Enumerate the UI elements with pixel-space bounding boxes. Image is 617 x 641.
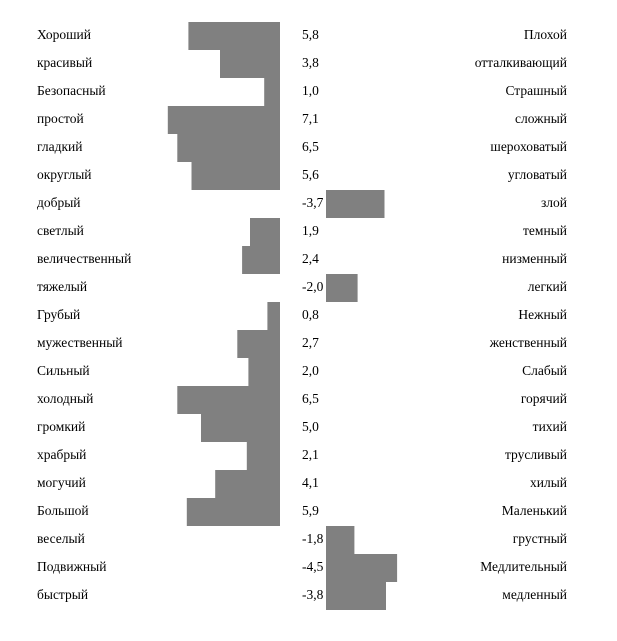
opposite-label-7: темный [523,223,567,239]
category-label-20: быстрый [37,587,89,603]
category-label-14: громкий [37,419,86,435]
category-label-19: Подвижный [37,559,107,575]
category-label-4: гладкий [37,139,83,155]
value-label-10: 0,8 [302,307,319,323]
opposite-label-3: сложный [515,111,567,127]
opposite-label-11: женственный [489,335,567,351]
category-label-2: Безопасный [37,83,106,99]
opposite-label-13: горячий [520,391,567,407]
value-label-4: 6,5 [302,139,319,155]
opposite-label-1: отталкивающий [474,55,567,71]
bar-5 [192,162,281,190]
opposite-label-18: грустный [512,531,567,547]
bar-7 [250,218,280,246]
value-label-8: 2,4 [302,251,319,267]
opposite-label-17: Маленький [501,503,567,519]
category-label-11: мужественный [37,335,123,351]
value-label-20: -3,8 [302,587,324,603]
opposite-label-4: шероховатый [490,139,567,155]
value-label-6: -3,7 [302,195,324,211]
category-label-13: холодный [37,391,94,407]
bar-2 [264,78,280,106]
category-label-5: округлый [37,167,92,183]
opposite-label-12: Слабый [522,363,567,379]
bar-13 [177,386,280,414]
opposite-label-15: трусливый [504,447,567,463]
bar-6 [326,190,385,218]
opposite-label-5: угловатый [507,167,567,183]
opposite-label-16: хилый [529,475,567,491]
value-label-17: 5,9 [302,503,319,519]
opposite-label-14: тихий [532,419,567,435]
opposite-label-10: Нежный [518,307,567,323]
bar-4 [177,134,280,162]
value-label-18: -1,8 [302,531,324,547]
value-label-9: -2,0 [302,279,324,295]
bar-14 [201,414,280,442]
bar-19 [326,554,397,582]
bar-10 [267,302,280,330]
category-label-1: красивый [37,55,93,71]
value-label-11: 2,7 [302,335,319,351]
bar-12 [248,358,280,386]
labels [37,27,567,602]
category-label-12: Сильный [37,363,90,379]
opposite-label-0: Плохой [523,27,567,43]
value-label-15: 2,1 [302,447,319,463]
category-label-16: могучий [37,475,86,491]
category-label-3: простой [37,111,84,127]
opposite-label-6: злой [540,195,567,211]
bar-20 [326,582,386,610]
bar-11 [237,330,280,358]
bar-1 [220,50,280,78]
opposite-label-9: легкий [527,279,567,295]
value-label-0: 5,8 [302,27,319,43]
value-label-19: -4,5 [302,559,324,575]
bar-18 [326,526,354,554]
bars [168,22,397,610]
category-label-18: веселый [37,531,85,547]
bar-17 [187,498,280,526]
bar-0 [188,22,280,50]
category-label-15: храбрый [37,447,87,463]
value-label-2: 1,0 [302,83,319,99]
bar-16 [215,470,280,498]
value-label-1: 3,8 [302,55,319,71]
opposite-label-8: низменный [502,251,567,267]
category-label-9: тяжелый [37,279,88,295]
value-label-5: 5,6 [302,167,319,183]
category-label-7: светлый [37,223,84,239]
category-label-17: Большой [37,503,89,519]
opposite-label-19: Медлительный [480,559,567,575]
value-label-3: 7,1 [302,111,319,127]
bar-15 [247,442,280,470]
category-label-10: Грубый [37,307,81,323]
value-label-16: 4,1 [302,475,319,491]
bar-9 [326,274,358,302]
opposite-label-20: медленный [502,587,567,603]
value-label-14: 5,0 [302,419,319,435]
category-label-0: Хороший [37,27,91,43]
bar-3 [168,106,280,134]
category-label-6: добрый [37,195,81,211]
value-label-12: 2,0 [302,363,319,379]
opposite-label-2: Страшный [505,83,567,99]
value-label-13: 6,5 [302,391,319,407]
bar-8 [242,246,280,274]
value-label-7: 1,9 [302,223,319,239]
category-label-8: величественный [37,251,132,267]
